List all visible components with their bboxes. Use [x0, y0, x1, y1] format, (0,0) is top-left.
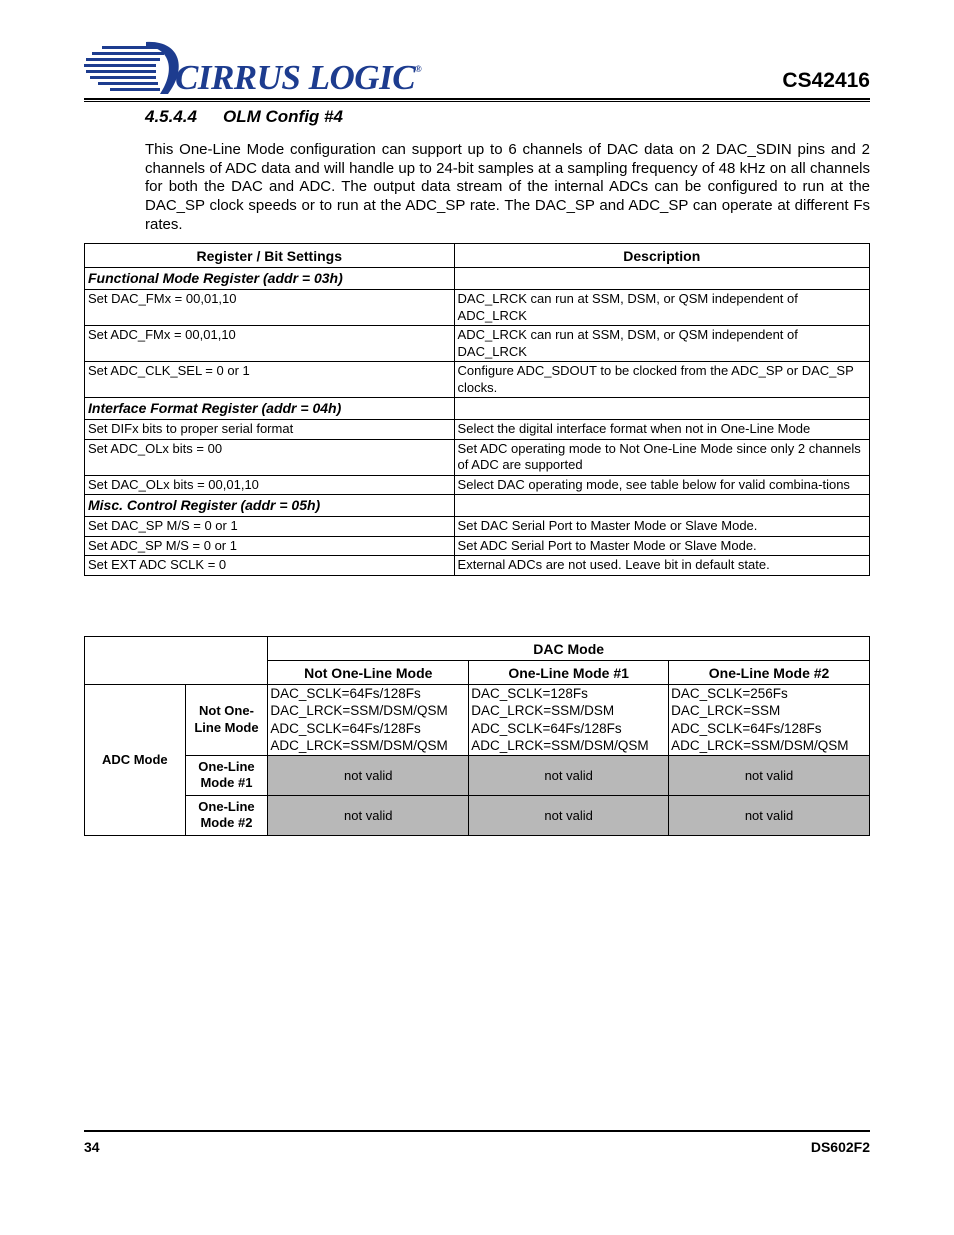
section-title: OLM Config #4: [223, 107, 343, 126]
config-line: DAC_SCLK=128Fs: [471, 686, 588, 701]
group-row: [85, 268, 870, 290]
group-title: Misc. Control Register (addr = 05h): [85, 495, 455, 517]
config-line: DAC_LRCK=SSM/DSM: [471, 703, 615, 719]
table-row: [85, 517, 870, 537]
empty-cell: [454, 495, 869, 517]
adc-row-header: One-Line Mode #1: [185, 755, 268, 795]
config-line: ADC_LRCK=SSM/DSM/QSM: [270, 738, 448, 754]
table-row: [85, 420, 870, 440]
logo-wordmark: CIRRUS LOGIC®: [175, 58, 422, 97]
setting-cell: Set ADC_OLx bits = 00: [85, 439, 455, 475]
section-number: 4.5.4.4: [145, 107, 197, 126]
table-row: [85, 556, 870, 576]
column-header: Register / Bit Settings: [85, 244, 455, 268]
description-cell: Set ADC operating mode to Not One-Line Mode since only 2 channels of ADC are supported: [454, 439, 869, 475]
table-header-row: [85, 637, 870, 661]
table-row: [85, 795, 870, 835]
setting-cell: Set EXT ADC SCLK = 0: [85, 556, 455, 576]
config-line: ADC_SCLK=64Fs/128Fs: [671, 720, 822, 736]
part-number: CS42416: [782, 69, 870, 92]
description-cell: Select the digital interface format when not in One-Line Mode: [454, 420, 869, 440]
table-header-row: [85, 244, 870, 268]
table-row: [85, 685, 870, 756]
empty-cell: [454, 268, 869, 290]
setting-cell: Set DAC_SP M/S = 0 or 1: [85, 517, 455, 537]
register-settings-table: [84, 243, 870, 576]
adc-row-header: One-Line Mode #2: [185, 795, 268, 835]
table-row: [85, 290, 870, 326]
group-title: Interface Format Register (addr = 04h): [85, 398, 455, 420]
group-row: [85, 398, 870, 420]
description-cell: Select DAC operating mode, see table below for valid combina-tions: [454, 475, 869, 495]
table-row: [85, 326, 870, 362]
setting-cell: Set DIFx bits to proper serial format: [85, 420, 455, 440]
setting-cell: Set DAC_OLx bits = 00,01,10: [85, 475, 455, 495]
description-cell: Configure ADC_SDOUT to be clocked from the ADC_SP or DAC_SP clocks.: [454, 362, 869, 398]
description-cell: Set DAC Serial Port to Master Mode or Slave Mode.: [454, 517, 869, 537]
table-row: [85, 755, 870, 795]
header-divider: [84, 98, 870, 100]
group-row: [85, 495, 870, 517]
adc-row-header: Not One-Line Mode: [185, 685, 268, 756]
setting-cell: Set ADC_SP M/S = 0 or 1: [85, 536, 455, 556]
intro-paragraph: This One-Line Mode configuration can support up to 6 channels of DAC data on 2 DAC_SDIN pins and 2 channels of ADC data and will handle up to 24-bit samples at a sampling frequency of 48 kHz on all channels for both the DAC and ADC. The output data stream of the internal ADCs can be configured to run at the DAC_SP clock speeds or to run at the ADC_SP rate. The DAC_SP and ADC_SP can operate at different Fs rates.: [145, 141, 870, 233]
section-heading: [145, 107, 343, 127]
invalid-cell: not valid: [669, 755, 870, 795]
config-line: DAC_LRCK=SSM/DSM/QSM: [270, 703, 448, 719]
adc-mode-header: ADC Mode: [85, 685, 186, 836]
header-divider-thin: [84, 101, 870, 102]
dac-column-header: One-Line Mode #1: [469, 661, 669, 685]
config-line: ADC_SCLK=64Fs/128Fs: [270, 720, 421, 736]
invalid-cell: not valid: [268, 755, 469, 795]
mode-compatibility-table: [84, 636, 870, 836]
config-line: ADC_SCLK=64Fs/128Fs: [471, 720, 622, 736]
table-row: [85, 362, 870, 398]
setting-cell: Set ADC_CLK_SEL = 0 or 1: [85, 362, 455, 398]
invalid-cell: not valid: [268, 795, 469, 835]
table-row: [85, 475, 870, 495]
config-cell: [268, 685, 469, 756]
invalid-cell: not valid: [469, 795, 669, 835]
document-id: DS602F2: [810, 1139, 870, 1155]
config-cell: [469, 685, 669, 756]
config-line: DAC_SCLK=64Fs/128Fs: [270, 686, 421, 701]
description-cell: ADC_LRCK can run at SSM, DSM, or QSM independent of DAC_LRCK: [454, 326, 869, 362]
empty-cell: [454, 398, 869, 420]
column-header: Description: [454, 244, 869, 268]
dac-column-header: One-Line Mode #2: [669, 661, 870, 685]
setting-cell: Set DAC_FMx = 00,01,10: [85, 290, 455, 326]
table-row: [85, 536, 870, 556]
description-cell: DAC_LRCK can run at SSM, DSM, or QSM independent of ADC_LRCK: [454, 290, 869, 326]
description-cell: Set ADC Serial Port to Master Mode or Slave Mode.: [454, 536, 869, 556]
config-cell: [669, 685, 870, 756]
group-title: Functional Mode Register (addr = 03h): [85, 268, 455, 290]
table-row: [85, 439, 870, 475]
config-line: DAC_SCLK=256Fs: [671, 686, 788, 701]
page-number: 34: [84, 1139, 100, 1155]
dac-mode-header: DAC Mode: [268, 637, 870, 661]
invalid-cell: not valid: [469, 755, 669, 795]
corner-cell: [85, 637, 268, 685]
config-line: DAC_LRCK=SSM: [671, 703, 781, 719]
description-cell: External ADCs are not used. Leave bit in default state.: [454, 556, 869, 576]
setting-cell: Set ADC_FMx = 00,01,10: [85, 326, 455, 362]
config-line: ADC_LRCK=SSM/DSM/QSM: [471, 738, 649, 754]
dac-column-header: Not One-Line Mode: [268, 661, 469, 685]
config-line: ADC_LRCK=SSM/DSM/QSM: [671, 738, 849, 754]
invalid-cell: not valid: [669, 795, 870, 835]
footer-divider: [84, 1130, 870, 1132]
